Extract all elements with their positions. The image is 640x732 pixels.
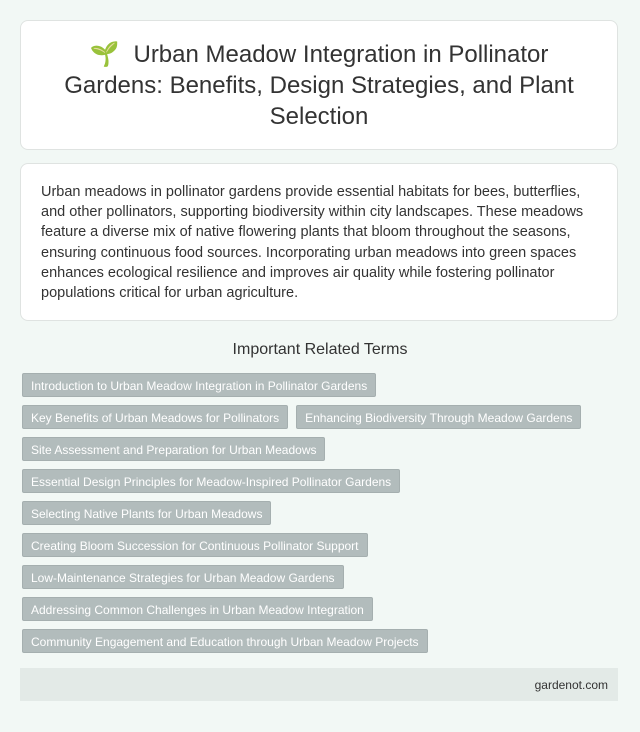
summary-text: Urban meadows in pollinator gardens provide essential habitats for bees, butterflies, and other pollinators, supporting biodiversity within city landscapes. These meadows feature a diverse mix of native flowering plants that bloom throughout the seasons, ensuring continuous food sources. Incorporating urban meadows into green spaces enhances ecological resilience and improves air quality while fostering pollinator populations critical for urban agriculture. [41,184,584,302]
footer [20,668,618,701]
related-term-tag[interactable]: Creating Bloom Succession for Continuous Pollinator Support [22,533,368,557]
related-term-tag[interactable]: Site Assessment and Preparation for Urban Meadows [22,437,325,461]
related-term-tag[interactable]: Enhancing Biodiversity Through Meadow Gardens [296,405,581,429]
related-term-tag[interactable]: Introduction to Urban Meadow Integration in Pollinator Gardens [22,373,376,397]
summary-card [20,163,618,321]
related-term-tag[interactable]: Low-Maintenance Strategies for Urban Meadow Gardens [22,565,344,589]
page-title [21,39,617,132]
title-card [20,20,618,150]
related-term-tag[interactable]: Key Benefits of Urban Meadows for Pollinators [22,405,288,429]
related-term-tag[interactable]: Selecting Native Plants for Urban Meadows [22,501,271,525]
related-term-tag[interactable]: Addressing Common Challenges in Urban Meadow Integration [22,597,373,621]
related-term-tag[interactable]: Community Engagement and Education through Urban Meadow Projects [22,629,428,653]
related-term-tag[interactable]: Essential Design Principles for Meadow-Inspired Pollinator Gardens [22,469,400,493]
related-terms-list [22,373,622,653]
page-title-text: Urban Meadow Integration in Pollinator Gardens: Benefits, Design Strategies, and Plant Selection [64,40,574,130]
footer-site-name: gardenot.com [534,677,608,692]
related-terms-heading: Important Related Terms [232,341,408,358]
seedling-icon: 🌱 [89,40,120,68]
